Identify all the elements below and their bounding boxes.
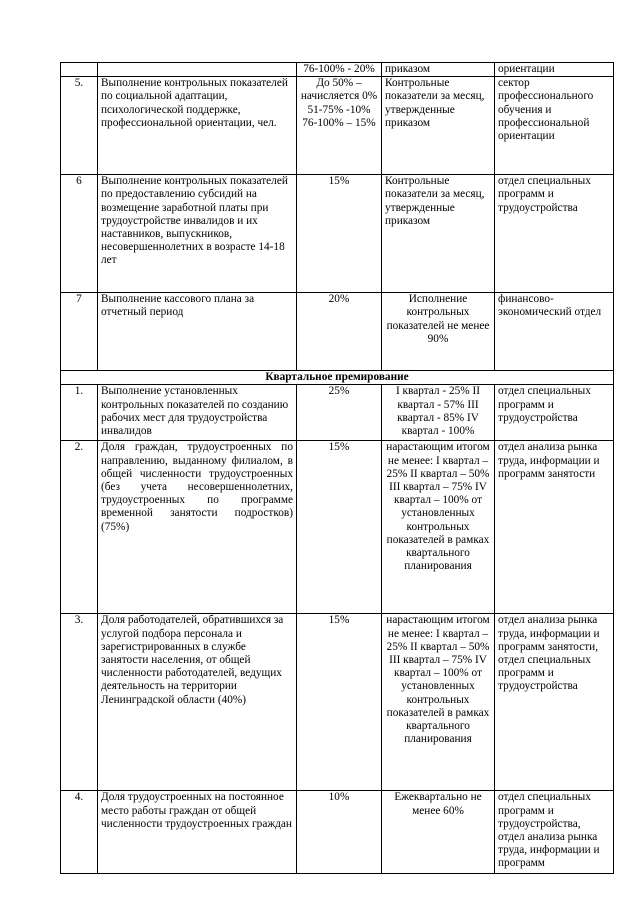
indicator-cell: Выполнение контрольных показателей по предоставлению субсидий на возмещение заработной платы при трудоустройстве инвалидов и их наставников, выпускников, несовершеннолетних в возрасте 14-18 лет <box>98 175 297 293</box>
share-cell: 15% <box>297 614 382 791</box>
section-title: Квартальное премирование <box>61 371 614 385</box>
responsible-cell: отдел специальных программ и трудоустройства <box>495 385 614 441</box>
criteria-cell: Исполнение контрольных показателей не менее 90% <box>382 293 495 371</box>
criteria-cell: нарастающим итогом не менее: I квартал – 25% II квартал – 50% III квартал – 75% IV квартал – 100% от установленных контрольных показателей в рамках квартального планирования <box>382 614 495 791</box>
bonus-indicators-table <box>60 62 614 874</box>
share-cell: 76-100% - 20% <box>297 63 382 77</box>
table-row <box>61 791 614 874</box>
row-number-cell: 3. <box>61 614 98 791</box>
criteria-cell: приказом <box>382 63 495 77</box>
responsible-cell: отдел анализа рынка труда, информации и программ занятости <box>495 441 614 614</box>
table-body-quarterly <box>61 385 614 874</box>
table-row <box>61 175 614 293</box>
responsible-cell: финансово-экономический отдел <box>495 293 614 371</box>
indicator-cell: Доля граждан, трудоустроенных по направлению, выданному филиалом, в общей численности трудоустроенных (без учета несовершеннолетних, трудоустроенных по программе временной занятости подростков) (75%) <box>98 441 297 614</box>
table-row <box>61 293 614 371</box>
responsible-cell: отдел специальных программ и трудоустройства <box>495 175 614 293</box>
responsible-cell: сектор профессионального обучения и профессиональной ориентации <box>495 77 614 175</box>
table-row <box>61 614 614 791</box>
indicator-cell: Выполнение контрольных показателей по социальной адаптации, психологической поддержке, профессиональной ориентации, чел. <box>98 77 297 175</box>
indicator-cell: Выполнение кассового плана за отчетный период <box>98 293 297 371</box>
criteria-cell: Контрольные показатели за месяц, утвержденные приказом <box>382 77 495 175</box>
criteria-cell: Контрольные показатели за месяц, утвержденные приказом <box>382 175 495 293</box>
share-cell: До 50% – начисляется 0% 51-75% -10% 76-100% – 15% <box>297 77 382 175</box>
row-number-cell: 7 <box>61 293 98 371</box>
responsible-cell: отдел специальных программ и трудоустройства, отдел анализа рынка труда, информации и программ <box>495 791 614 874</box>
table-row <box>61 441 614 614</box>
row-number-cell: 5. <box>61 77 98 175</box>
share-cell: 10% <box>297 791 382 874</box>
table-row <box>61 77 614 175</box>
indicator-cell <box>98 63 297 77</box>
row-number-cell: 4. <box>61 791 98 874</box>
responsible-cell: ориентации <box>495 63 614 77</box>
table-section-quarterly <box>61 371 614 385</box>
table-row <box>61 63 614 77</box>
criteria-cell: нарастающим итогом не менее: I квартал – 25% II квартал – 50% III квартал – 75% IV квартал – 100% от установленных контрольных показателей в рамках квартального планирования <box>382 441 495 614</box>
section-header-row <box>61 371 614 385</box>
responsible-cell: отдел анализа рынка труда, информации и программ занятости, отдел специальных программ и трудоустройства <box>495 614 614 791</box>
row-number-cell: 6 <box>61 175 98 293</box>
share-cell: 15% <box>297 441 382 614</box>
indicator-cell: Выполнение установленных контрольных показателей по созданию рабочих мест для трудоустройства инвалидов <box>98 385 297 441</box>
share-cell: 20% <box>297 293 382 371</box>
criteria-cell: Ежеквартально не менее 60% <box>382 791 495 874</box>
row-number-cell <box>61 63 98 77</box>
indicator-cell: Доля трудоустроенных на постоянное место работы граждан от общей численности трудоустроенных граждан <box>98 791 297 874</box>
share-cell: 25% <box>297 385 382 441</box>
table-body-monthly <box>61 63 614 371</box>
indicator-cell: Доля работодателей, обратившихся за услугой подбора персонала и зарегистрированных в службе занятости населения, от общей численности работодателей, ведущих деятельность на территории Ленинградской области (40%) <box>98 614 297 791</box>
criteria-cell: I квартал - 25% II квартал - 57% III квартал - 85% IV квартал - 100% <box>382 385 495 441</box>
document-page <box>60 62 613 874</box>
row-number-cell: 1. <box>61 385 98 441</box>
row-number-cell: 2. <box>61 441 98 614</box>
share-cell: 15% <box>297 175 382 293</box>
table-row <box>61 385 614 441</box>
